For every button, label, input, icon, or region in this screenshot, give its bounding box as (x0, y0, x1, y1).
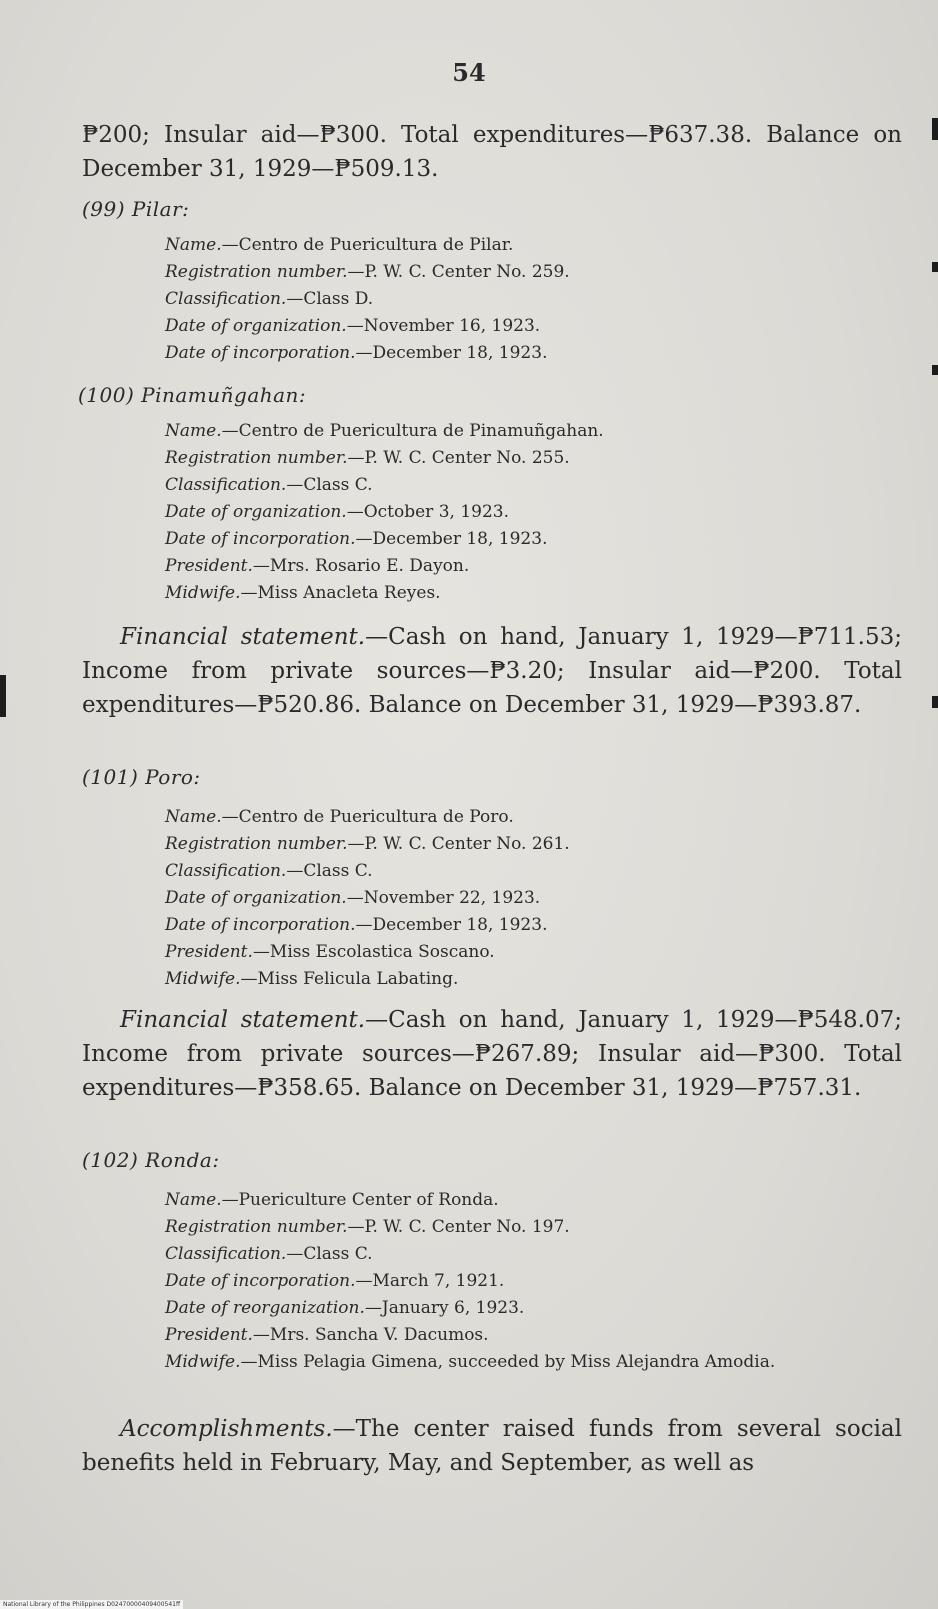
detail-line (165, 831, 900, 858)
detail-value: —Class C. (286, 475, 373, 495)
statement-label: Financial statement. (120, 624, 366, 650)
detail-label: Date of reorganization. (165, 1298, 365, 1318)
statement-text: —Cash on hand, January 1, 1929—₱711.53; Income from private sources—₱3.20; Insular aid—₱200. Total expenditures—₱520.86. Balance on December 31, 1929—₱393.87. (82, 624, 903, 718)
financial-statement (82, 1003, 902, 1105)
detail-label: Midwife. (165, 969, 241, 989)
detail-value: —December 18, 1923. (355, 343, 548, 363)
detail-value: —December 18, 1923. (355, 529, 548, 549)
detail-line (165, 313, 900, 340)
entry-details (165, 1187, 900, 1376)
detail-value: —December 18, 1923. (355, 915, 548, 935)
detail-value: —November 16, 1923. (346, 316, 541, 336)
detail-label: Classification. (165, 289, 287, 309)
library-footer: National Library of the Philippines D02470000409400541ff (0, 1600, 183, 1609)
detail-line (165, 1187, 900, 1214)
detail-value: —October 3, 1923. (346, 502, 510, 522)
detail-label: Name. (165, 1190, 222, 1210)
detail-line (165, 340, 900, 367)
detail-line (165, 259, 900, 286)
detail-value: —Class C. (286, 1244, 373, 1264)
detail-label: Date of incorporation. (165, 343, 356, 363)
financial-statement (82, 620, 902, 722)
detail-label: Name. (165, 807, 222, 827)
detail-label: Registration number. (165, 448, 348, 468)
detail-value: —P. W. C. Center No. 261. (347, 834, 570, 854)
detail-value: —Centro de Puericultura de Pinamuñgahan. (221, 421, 604, 441)
detail-label: President. (165, 942, 253, 962)
detail-line (165, 1214, 900, 1241)
entry-details (165, 418, 900, 607)
detail-value: —Mrs. Rosario E. Dayon. (252, 556, 470, 576)
detail-value: —November 22, 1923. (346, 888, 541, 908)
detail-label: Midwife. (165, 583, 241, 603)
detail-label: Date of organization. (165, 888, 347, 908)
detail-value: —Miss Felicula Labating. (240, 969, 459, 989)
entry-details (165, 804, 900, 993)
entry-details (165, 232, 900, 367)
detail-value: —Class C. (286, 861, 373, 881)
detail-label: Registration number. (165, 262, 348, 282)
detail-line (165, 939, 900, 966)
page-number: 54 (452, 58, 486, 87)
detail-line (165, 1349, 900, 1376)
statement-text: —Cash on hand, January 1, 1929—₱548.07; Income from private sources—₱267.89; Insular aid—₱300. Total expenditures—₱358.65. Balance on December 31, 1929—₱757.31. (82, 1007, 903, 1101)
detail-line (165, 472, 900, 499)
detail-value: —P. W. C. Center No. 197. (347, 1217, 570, 1237)
detail-line (165, 232, 900, 259)
detail-label: Name. (165, 235, 222, 255)
detail-label: Classification. (165, 861, 287, 881)
statement-text: —The center raised funds from several social benefits held in February, May, and September, as well as (82, 1416, 902, 1476)
detail-value: —Miss Pelagia Gimena, succeeded by Miss Alejandra Amodia. (240, 1352, 776, 1372)
detail-line (165, 1295, 900, 1322)
detail-label: Date of incorporation. (165, 1271, 356, 1291)
detail-value: —Miss Escolastica Soscano. (252, 942, 495, 962)
detail-value: —P. W. C. Center No. 259. (347, 262, 570, 282)
detail-label: President. (165, 556, 253, 576)
detail-label: Registration number. (165, 834, 348, 854)
detail-value: —Mrs. Sancha V. Dacumos. (252, 1325, 489, 1345)
detail-label: President. (165, 1325, 253, 1345)
detail-value: —Miss Anacleta Reyes. (240, 583, 441, 603)
detail-label: Date of incorporation. (165, 915, 356, 935)
scan-edge-mark (932, 365, 938, 375)
detail-value: —Centro de Puericultura de Pilar. (221, 235, 514, 255)
detail-label: Date of organization. (165, 502, 347, 522)
detail-value: —March 7, 1921. (355, 1271, 505, 1291)
detail-line (165, 445, 900, 472)
detail-label: Name. (165, 421, 222, 441)
entry-heading: (100) Pinamuñgahan: (78, 383, 307, 407)
detail-line (165, 499, 900, 526)
detail-line (165, 966, 900, 993)
detail-line (165, 804, 900, 831)
detail-line (165, 885, 900, 912)
detail-line (165, 286, 900, 313)
detail-value: —Class D. (286, 289, 374, 309)
detail-line (165, 1268, 900, 1295)
detail-label: Registration number. (165, 1217, 348, 1237)
scan-edge-mark (932, 262, 938, 272)
detail-value: —P. W. C. Center No. 255. (347, 448, 570, 468)
detail-label: Midwife. (165, 1352, 241, 1372)
detail-line (165, 858, 900, 885)
entry-heading: (101) Poro: (82, 765, 201, 789)
scan-edge-mark (932, 118, 938, 140)
detail-value: —January 6, 1923. (364, 1298, 525, 1318)
scan-edge-mark (932, 696, 938, 708)
detail-line (165, 1241, 900, 1268)
detail-label: Date of organization. (165, 316, 347, 336)
detail-label: Classification. (165, 1244, 287, 1264)
entry-heading: (102) Ronda: (82, 1148, 220, 1172)
detail-line (165, 912, 900, 939)
detail-line (165, 418, 900, 445)
accomplishments-paragraph (82, 1412, 902, 1480)
lead-paragraph: ₱200; Insular aid—₱300. Total expenditures—₱637.38. Balance on December 31, 1929—₱509.13. (82, 122, 902, 182)
detail-line (165, 526, 900, 553)
entry-heading: (99) Pilar: (82, 197, 190, 221)
detail-value: —Puericulture Center of Ronda. (221, 1190, 499, 1210)
detail-line (165, 580, 900, 607)
detail-label: Classification. (165, 475, 287, 495)
statement-label: Accomplishments. (120, 1416, 333, 1442)
detail-label: Date of incorporation. (165, 529, 356, 549)
statement-label: Financial statement. (120, 1007, 366, 1033)
detail-line (165, 1322, 900, 1349)
detail-line (165, 553, 900, 580)
detail-value: —Centro de Puericultura de Poro. (221, 807, 514, 827)
scan-edge-mark (0, 675, 6, 717)
